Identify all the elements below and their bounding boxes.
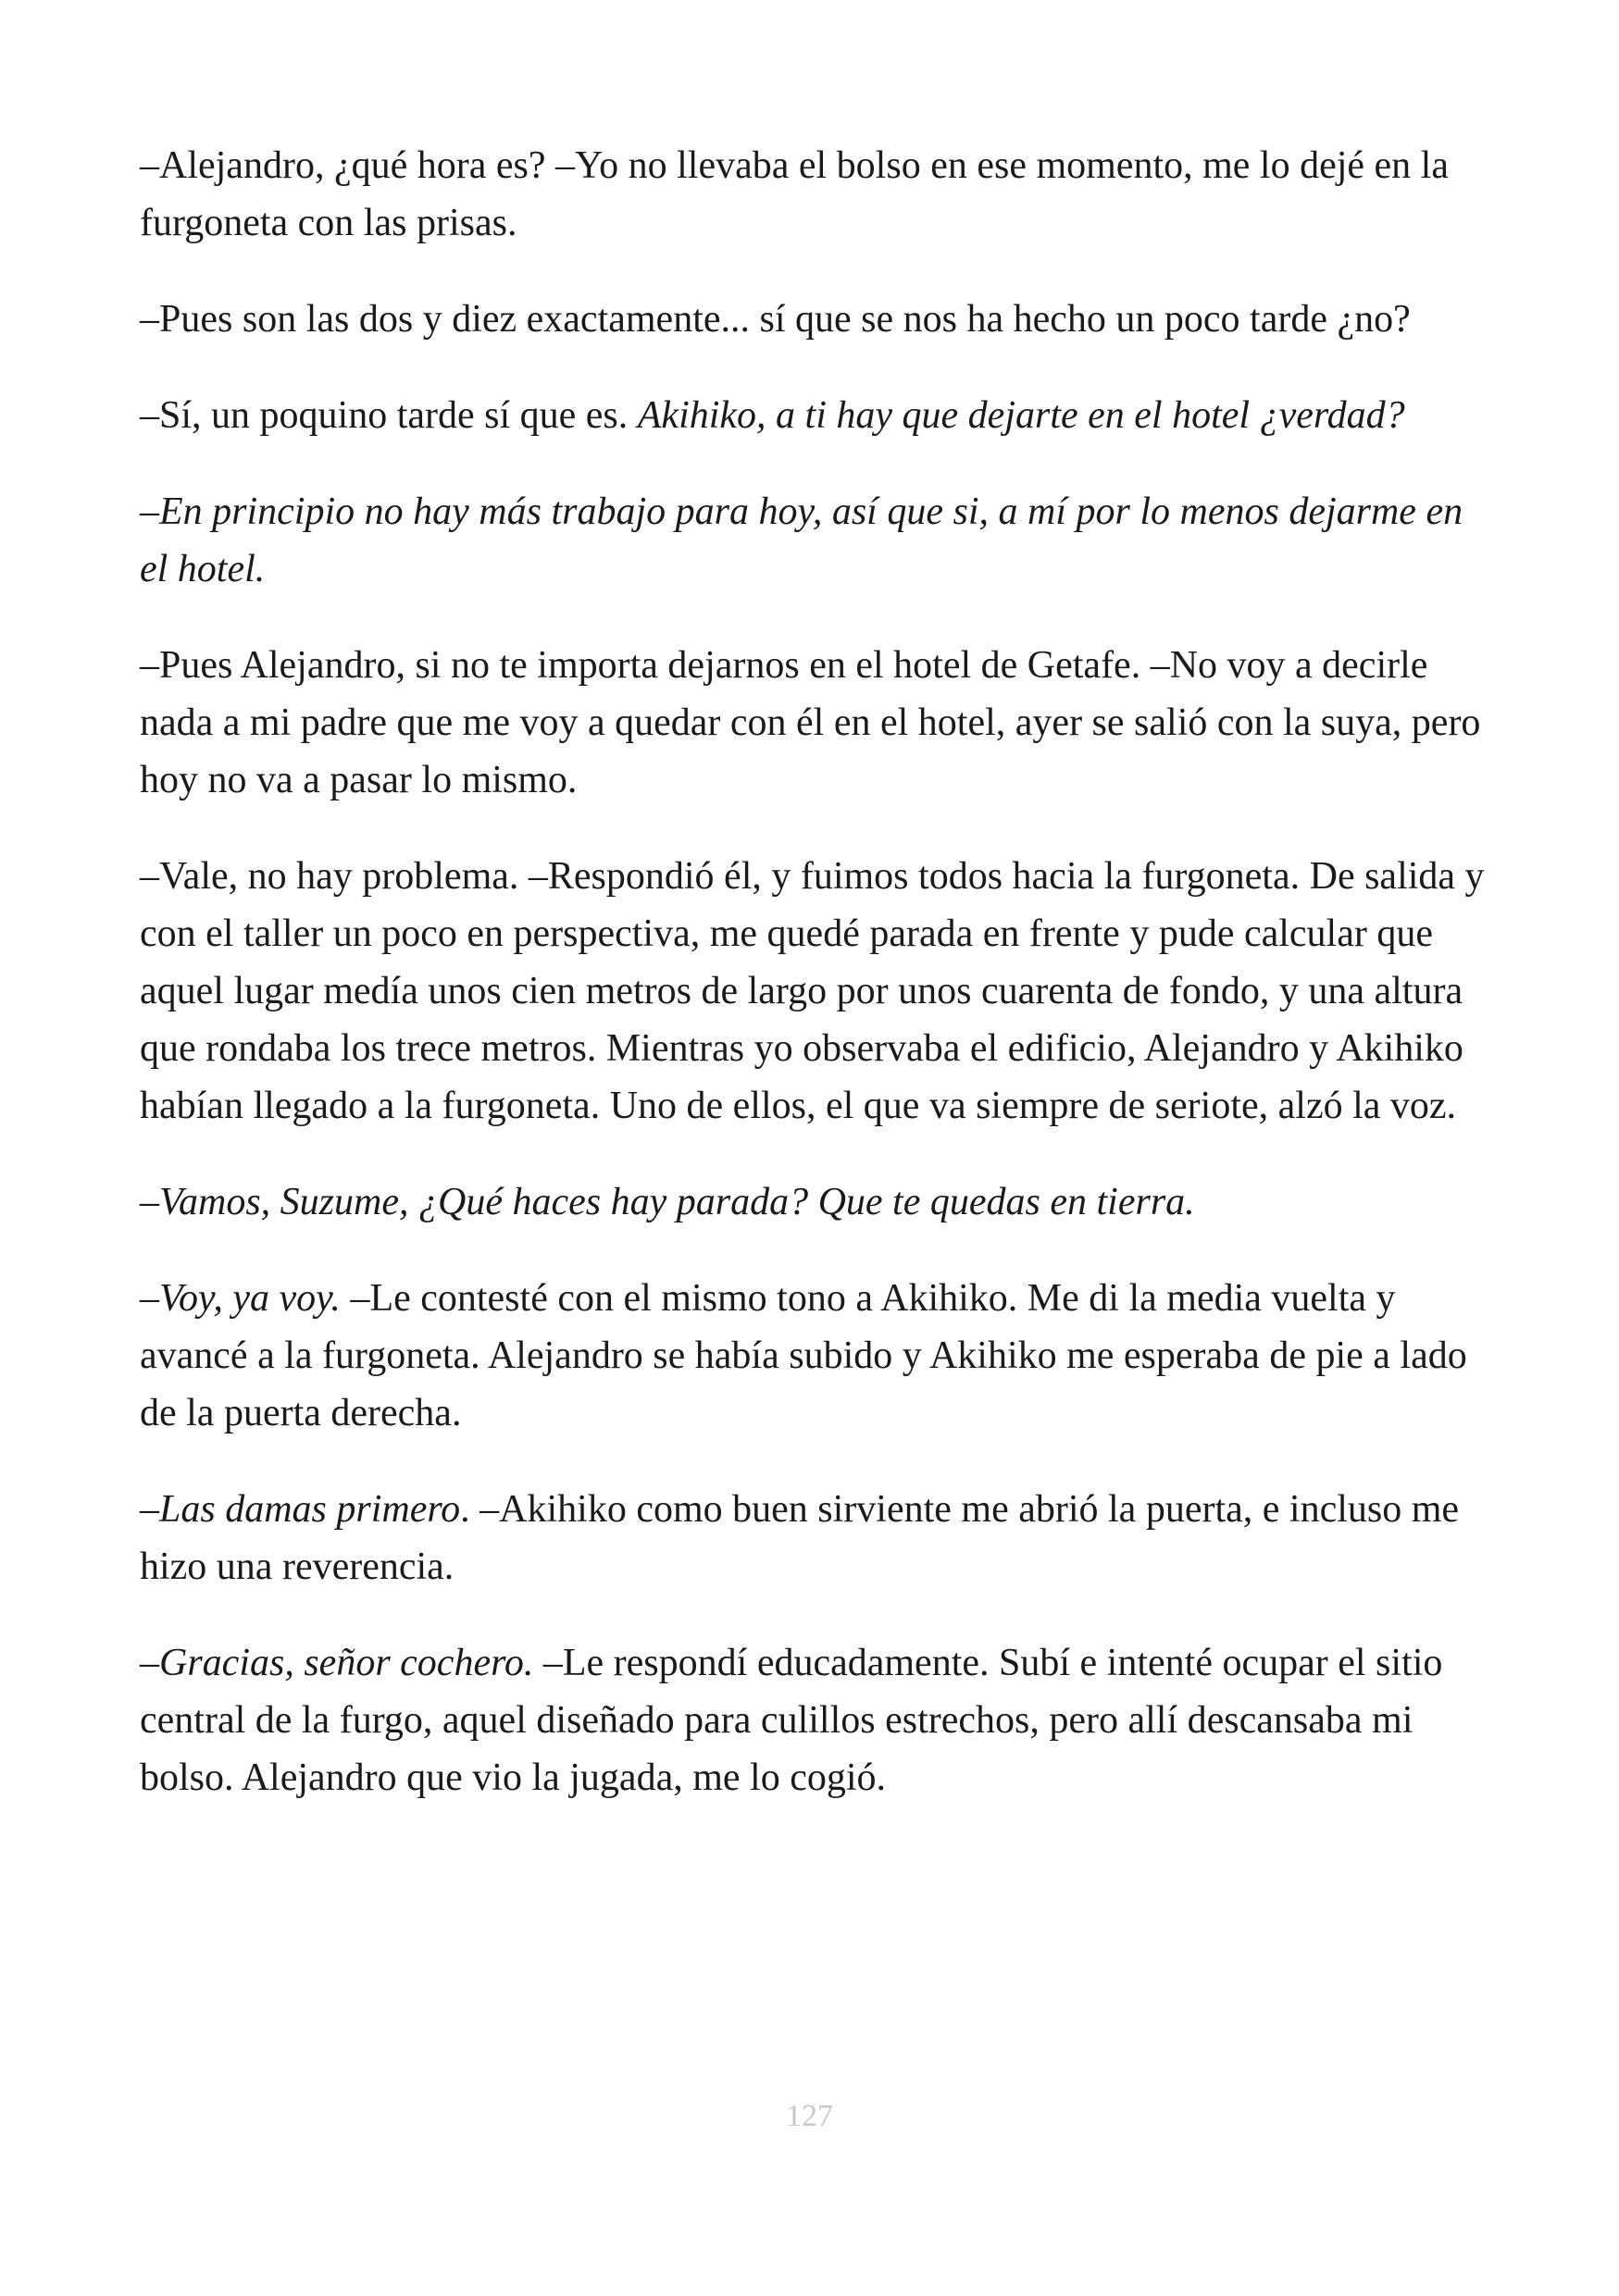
paragraph	[140, 637, 1491, 809]
paragraph-text: –Sí, un poquino tarde sí que es.	[140, 394, 638, 437]
italic-text: Akihiko, a ti hay que dejarte en el hotel ¿verdad?	[637, 394, 1405, 437]
paragraph-text: –	[140, 1277, 159, 1320]
italic-text: Las damas primero	[159, 1488, 461, 1531]
paragraph	[140, 1634, 1491, 1806]
paragraph	[140, 137, 1491, 252]
italic-text: –En principio no hay más trabajo para hoy, así que si, a mí por lo menos dejarme en el hotel.	[140, 490, 1463, 590]
page-number: 127	[786, 2099, 833, 2133]
paragraph-text: –Alejandro, ¿qué hora es? –Yo no llevaba el bolso en ese momento, me lo dejé en la furgoneta con las prisas.	[140, 144, 1449, 244]
paragraph-text: –Le contesté con el mismo tono a Akihiko. Me di la media vuelta y avancé a la furgoneta. Alejandro se había subido y Akihiko me esperaba de pie a lado de la puerta derecha.	[140, 1277, 1467, 1434]
paragraph	[140, 291, 1491, 348]
paragraph	[140, 848, 1491, 1135]
paragraph-text: –Le respondí educadamente. Subí e intenté ocupar el sitio central de la furgo, aquel diseñado para culillos estrechos, pero allí descansaba mi bolso. Alejandro que vio la jugada, me lo cogió.	[140, 1642, 1443, 1799]
paragraph	[140, 483, 1491, 598]
paragraph	[140, 1173, 1491, 1231]
paragraph	[140, 1481, 1491, 1595]
paragraph-text: –	[140, 1642, 159, 1684]
italic-text: Vamos, Suzume, ¿Qué haces hay parada? Que te quedas en tierra.	[159, 1181, 1195, 1223]
italic-text: Voy, ya voy.	[159, 1277, 341, 1320]
paragraph-text: –	[140, 1488, 159, 1531]
paragraph-text: –Vale, no hay problema. –Respondió él, y fuimos todos hacia la furgoneta. De salida y con el taller un poco en perspectiva, me quedé parada en frente y pude calcular que aquel lugar medía unos cien metros de largo por unos cuarenta de fondo, y una altura que rondaba los trece metros. Mientras yo observaba el edificio, Alejandro y Akihiko habían llegado a la furgoneta. Uno de ellos, el que va siempre de seriote, alzó la voz.	[140, 855, 1485, 1127]
paragraph-text: –Pues Alejandro, si no te importa dejarnos en el hotel de Getafe. –No voy a decirle nada a mi padre que me voy a quedar con él en el hotel, ayer se salió con la suya, pero hoy no va a pasar lo mismo.	[140, 644, 1481, 801]
paragraph-text: –Pues son las dos y diez exactamente... sí que se nos ha hecho un poco tarde ¿no?	[140, 298, 1411, 341]
paragraph-text: –	[140, 1181, 159, 1223]
paragraph-text: . –Akihiko como buen sirviente me abrió la puerta, e incluso me hizo una reverencia.	[140, 1488, 1460, 1588]
italic-text: Gracias, señor cochero.	[159, 1642, 534, 1684]
paragraph	[140, 1270, 1491, 1442]
paragraph	[140, 387, 1491, 444]
page-body	[140, 137, 1491, 1845]
